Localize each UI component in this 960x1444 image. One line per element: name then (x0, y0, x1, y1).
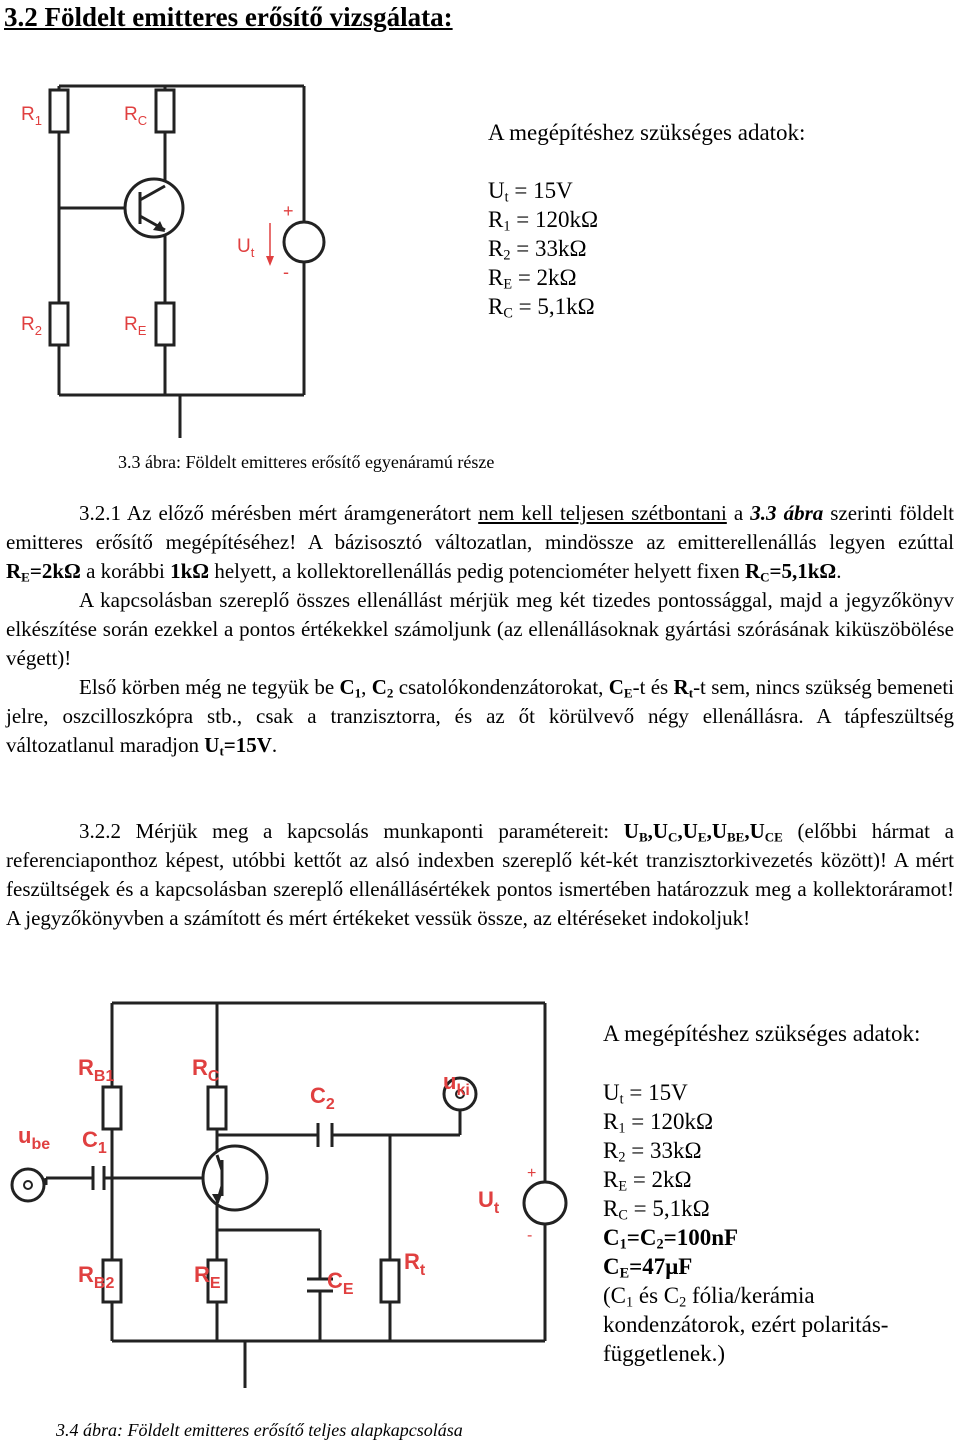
data-line-c1-c2: $C_1=C_2=100nF$ (603, 1225, 739, 1253)
data-line-r2: $R_2 = 33k\Omega$ (488, 236, 587, 264)
data-line-re: $R_E = 2k\Omega$ (488, 265, 577, 293)
data-line-rc: $R_C = 5,1k\Omega$ (488, 294, 595, 322)
figure-3-4-circuit (0, 995, 590, 1415)
data-line-r1: $R_1 = 120k\Omega$ (488, 207, 599, 235)
data-heading-2: A megépítéshez szükséges adatok: (603, 1021, 921, 1046)
data-note-line-3: függetlenek.) (603, 1341, 725, 1366)
svg-text:C1: $C_1$ (82, 1127, 107, 1157)
section-3-2-2 (6, 817, 954, 933)
paragraph-3-2-1-intro: 3.2.1 Az előző mérésben mért áramgenerátort nem kell teljesen szétbontani a 3.3 ábra szerinti földelt emitteres erősítő megépítéséhez! A bázisosztó változatlan, mindössze az emitterellenállás legyen ezúttal $R_E=2k\Omega$ a korábbi 1kΩ helyett, a kollektorellenállás pedig potenciométer helyett fixen $R_C=5,1k\Omega$. (6, 501, 954, 585)
svg-text:Rt: $R_t$ (404, 1249, 426, 1279)
paragraph-first-round: Első körben még ne tegyük be $C_1$, $C_2$ csatolókondenzátorokat, $C_E-t$ és $R_t-t$ sem, nincs szükség bemeneti jelre, oszcilloszkópra stb., csak a tranzisztorra, és az őt körülvevő négy ellenállásra. A tápfeszültség változatlanul maradjon $U_t=15V$. (6, 675, 954, 759)
svg-text:ube: $u_{be}$ (18, 1123, 51, 1153)
data-list-2 (603, 1078, 888, 1368)
transistor-symbol (203, 1146, 267, 1210)
paragraph-3-2-2: 3.2.2 Mérjük meg a kapcsolás munkaponti paramétereit: $U_B,U_C,U_E,U_{BE},U_{CE}$ (előbbi hármat a referenciaponthoz képest, utóbbi kettőt az alsó indexben szereplő két-két tranzisztorkivezetés között)! A mért feszültségek és a kapcsolásban szereplő ellenállásértékek pontos ismertében határozzuk meg a kollektoráramot! A jegyzőkönyvben a számított és mért értékeket vessük össze, az eltéréseket indokoljuk! (6, 819, 955, 930)
voltage-source-ut (524, 1182, 566, 1224)
resistor-r1 (50, 90, 68, 132)
svg-text:uki: $u_{ki}$ (443, 1069, 470, 1099)
svg-text:RC: $R_C$ (124, 104, 148, 128)
resistor-r2 (50, 303, 68, 345)
data-note-line-1: ($C_1$ és $C_2$ fólia/kerámia (603, 1283, 815, 1311)
data-heading-1: A megépítéshez szükséges adatok: (488, 120, 806, 145)
svg-text:-: - (527, 1227, 533, 1244)
svg-text:R1: $R_1$ (21, 104, 42, 128)
data-line-ut: $U_t = 15V$ (603, 1080, 688, 1108)
resistor-rb1 (103, 1087, 121, 1129)
figure-3-3-circuit (0, 40, 360, 440)
svg-text:RB2: $R_{B2}$ (78, 1262, 115, 1292)
data-line-ut: $U_t = 15V$ (488, 178, 573, 206)
svg-text:R2: $R_2$ (21, 314, 42, 338)
svg-text:RC: $R_C$ (192, 1055, 220, 1085)
figure-caption-3-3: 3.3 ábra: Földelt emitteres erősítő egyenáramú része (118, 452, 495, 472)
data-line-ce: $C_E=47\mu F$ (603, 1254, 693, 1282)
svg-text:CE: $C_E$ (327, 1268, 354, 1298)
resistor-rc (208, 1087, 226, 1129)
resistor-re (156, 303, 174, 345)
svg-text:RE: $R_E$ (124, 314, 147, 338)
svg-text:Ut: $U_t$ (237, 236, 255, 260)
data-note-line-2: kondenzátorok, ezért polaritás- (603, 1312, 889, 1337)
data-line-r2: $R_2 = 33k\Omega$ (603, 1138, 702, 1166)
section-title: 3.2 Földelt emitteres erősítő vizsgálata: (4, 2, 453, 32)
svg-text:+: + (283, 201, 294, 221)
resistor-rt (381, 1260, 399, 1302)
svg-text:Ut: $U_t$ (478, 1187, 500, 1217)
svg-text:+: + (527, 1165, 537, 1182)
data-list-1 (488, 176, 598, 321)
resistor-rc (156, 90, 174, 132)
svg-text:C2: $C_2$ (310, 1083, 335, 1113)
data-line-rc: $R_C = 5,1k\Omega$ (603, 1196, 710, 1224)
transistor-symbol (125, 179, 183, 237)
svg-text:-: - (283, 262, 289, 282)
voltage-source-ut (284, 222, 324, 262)
svg-text:RE: $R_E$ (194, 1262, 221, 1292)
paragraph-measure-resistors: A kapcsolásban szereplő összes ellenállást mérjük meg két tizedes pontossággal, majd a jegyzőkönyv elkészítése során ezekkel a pontos értékekkel számoljunk (az ellenállásoknak gyártási szórásának kiküszöbölése végett)! (6, 588, 954, 670)
data-line-re: $R_E = 2k\Omega$ (603, 1167, 692, 1195)
svg-text:RB1: $R_{B1}$ (78, 1055, 115, 1085)
figure-caption-3-4: 3.4 ábra: Földelt emitteres erősítő teljes alapkapcsolása (56, 1420, 463, 1440)
data-line-r1: $R_1 = 120k\Omega$ (603, 1109, 714, 1137)
section-3-2-1 (6, 499, 954, 760)
